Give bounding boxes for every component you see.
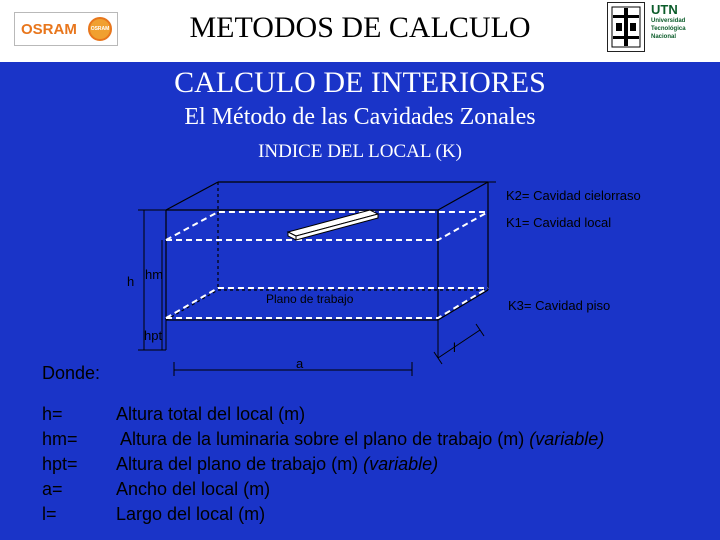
k3-label: K3= Cavidad piso xyxy=(508,298,611,313)
l-label: l xyxy=(453,340,456,355)
page-title: METODOS DE CALCULO xyxy=(189,11,531,44)
osram-wordmark: OSRAM xyxy=(21,21,77,38)
hpt-label: hpt xyxy=(144,328,163,343)
section-heading: INDICE DEL LOCAL (K) xyxy=(258,141,462,162)
utn-emblem-icon xyxy=(607,2,645,52)
slide-subtitle: El Método de las Cavidades Zonales xyxy=(184,104,536,130)
slide-header xyxy=(0,0,720,62)
work-plane-label: Plano de trabajo xyxy=(266,292,354,306)
h-label: h xyxy=(127,274,135,289)
slide-title: CALCULO DE INTERIORES xyxy=(174,66,546,99)
donde-label: Donde: xyxy=(42,363,101,383)
k2-label: K2= Cavidad cielorraso xyxy=(506,188,641,203)
utn-logo xyxy=(607,2,699,52)
hm-label: hm xyxy=(145,267,164,282)
a-label: a xyxy=(296,356,304,371)
luminaire-icon xyxy=(288,210,378,240)
k1-label: K1= Cavidad local xyxy=(506,215,612,230)
osram-bulb-icon: OSRAM xyxy=(88,17,112,41)
utn-name: UTN Universidad Tecnológica Nacional xyxy=(651,2,686,40)
